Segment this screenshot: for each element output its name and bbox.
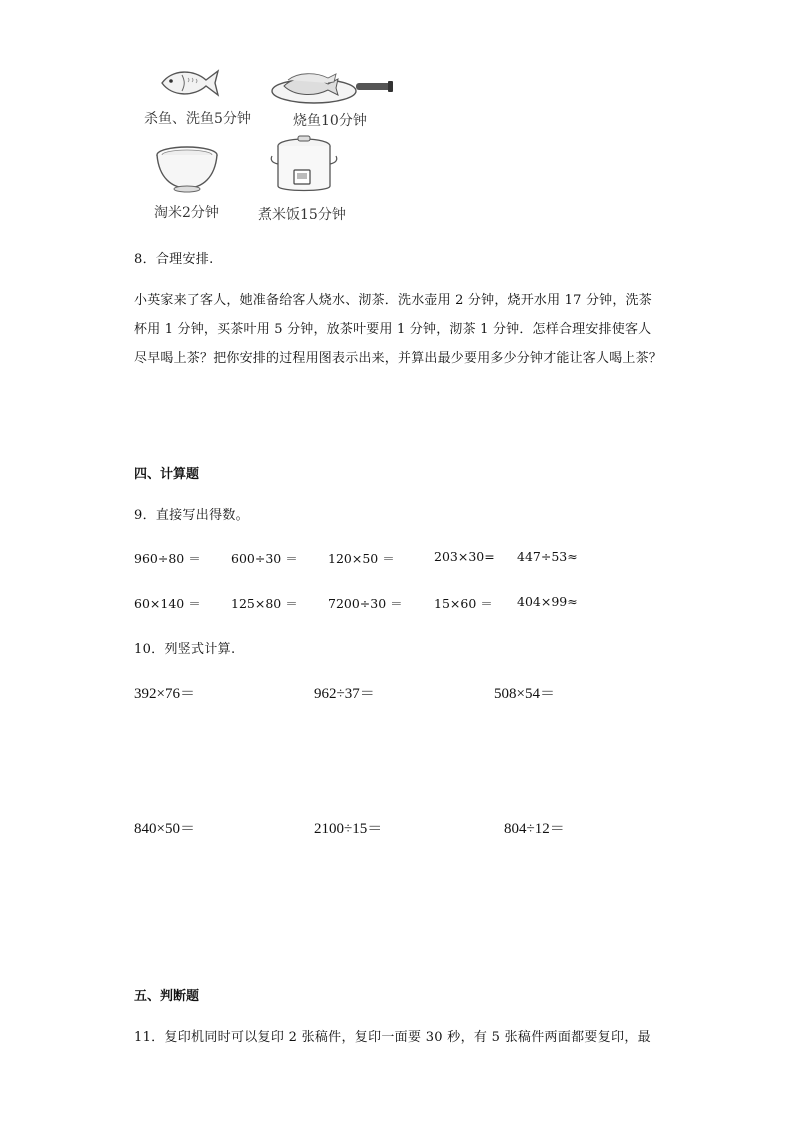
calc-item: 15×60 ＝ (434, 596, 493, 611)
vertical-calc-item: 962÷37＝ (314, 686, 375, 702)
question-9-title: 9．直接写出得数。 (134, 508, 249, 523)
bowl-caption: 淘米2分钟 (154, 205, 219, 221)
calc-item: 404×99≈ (517, 594, 578, 609)
question-8-title: 8．合理安排. (134, 252, 214, 267)
section-4-heading: 四、计算题 (134, 467, 200, 482)
bowl-icon (154, 144, 220, 194)
vertical-calc-item: 392×76＝ (134, 686, 195, 702)
frying-pan-icon (270, 64, 394, 106)
rice-cooker-caption: 煮米饭15分钟 (258, 207, 346, 223)
calc-item: 960÷80 ＝ (134, 551, 201, 566)
calc-item: 600÷30 ＝ (231, 551, 298, 566)
vertical-calc-item: 2100÷15＝ (314, 821, 383, 837)
calc-item: 7200÷30 ＝ (328, 596, 403, 611)
calc-item: 447÷53≈ (517, 549, 578, 564)
vertical-calc-item: 804÷12＝ (504, 821, 565, 837)
fish-icon (158, 66, 222, 100)
calc-item: 120×50 ＝ (328, 551, 395, 566)
question-11-text: 11．复印机同时可以复印 2 张稿件，复印一面要 30 秒，有 5 张稿件两面都要复印，最 (134, 1030, 651, 1045)
calc-item: 60×140 ＝ (134, 596, 201, 611)
fish-caption: 杀鱼、洗鱼5分钟 (144, 111, 251, 127)
section-5-heading: 五、判断题 (134, 989, 200, 1004)
question-10-title: 10．列竖式计算. (134, 642, 236, 657)
rice-cooker-icon (268, 134, 344, 196)
frying-pan-caption: 烧鱼10分钟 (293, 113, 367, 129)
calc-item: 125×80 ＝ (231, 596, 298, 611)
question-8-body: 小英家来了客人，她准备给客人烧水、沏茶．洗水壶用 2 分钟，烧开水用 17 分钟，洗茶杯用 1 分钟，买茶叶用 5 分钟，放茶叶要用 1 分钟，沏茶 1 分钟．怎样合理安排使客人尽早喝上茶？把你安排的过程用图表示出来，并算出最少要用多少分钟才能让客人喝上茶？ (134, 293, 663, 366)
calc-item: 203×30= (434, 549, 495, 564)
vertical-calc-item: 840×50＝ (134, 821, 195, 837)
vertical-calc-item: 508×54＝ (494, 686, 555, 702)
